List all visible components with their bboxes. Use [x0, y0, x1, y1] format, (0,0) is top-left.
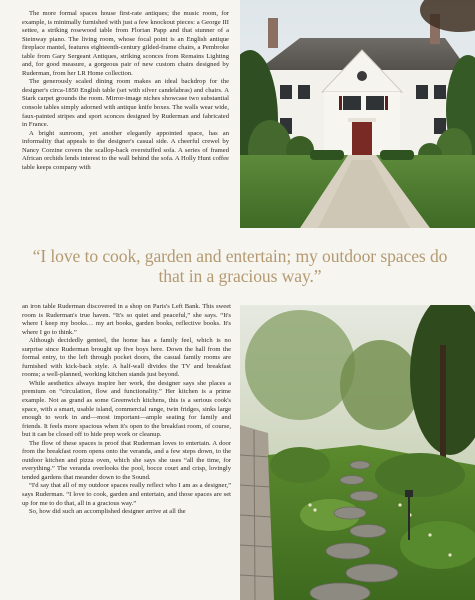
paragraph: The flow of these spaces is proof that Ruderman loves to entertain. A door from the breakfast room opens onto the veranda, and a few steps down, to the outdoor kitchen and pizza oven, which she says she uses “all the time, for everything.” The veranda overlooks the pool, bocce court and crisp, lovingly tended gardens that meander down to the Sound. [22, 439, 231, 481]
paragraph: The generously scaled dining room makes an ideal backdrop for the designer's circa-1850 English table (set with silver candelabras) and chairs. A Stark carpet grounds the room. Mirror-image niches showcase two substantial console tables simply adorned with antique knife boxes. The walls wear wide, faux-painted stripes and sport sconces designed by Ruderman and fabricated in France. [22, 78, 229, 129]
garden-stone-path-photo [240, 305, 475, 600]
article-column-top [22, 10, 229, 239]
paragraph: The more formal spaces house first-rate antiques; the music room, for example, is minimally furnished with just a few knockout pieces: a George III settee, a striking rosewood table from Florian Papp and that stunner of a Steinway piano. The living room, whose focal point is an English antique fireplace mantel, features eighteenth-century gilded-frame chairs, a Pembroke table from Gary Sergeant Antiques, striking sconces from Remains Lighting and, for good measure, a gorgeous pair of new custom chairs designed by Ruderman, from her LR Home collection. [22, 10, 229, 77]
house-exterior-photo [240, 0, 475, 228]
paragraph: So, how did such an accomplished designer arrive at all the [29, 508, 186, 516]
paragraph: A bright sunroom, yet another elegantly appointed space, has an informality that appeals to the designer's casual side. A cheerful crewel by Nancy Corzine covers the scallop-back overstuffed sofa. A series of framed African orchids lends interest to the wall behind the sofa. A Holly Hunt coffee table keeps company with [22, 129, 229, 171]
paragraph: While aesthetics always inspire her work, the designer says she places a premium on “circulation, flow and functionality.” Her kitchen is a prime example. Not as grand as some Greenwich kitchens, this is a serious cook's space, with a smart, usable island, commercial range, twin fridges, sinks large enough to work in and—most important—ample seating for family and friends. It feels more spacious when it's open to the breakfast room, of course, but it can be closed off to hide prep work or cleanup. [22, 379, 231, 439]
paragraph: an iron table Ruderman discovered in a shop on Paris's Left Bank. This sweet room is Ruderman's true haven. “It's so quiet and peaceful,” she says. “It's where I keep my books… my art books, garden books, reflective books. It's where I go to think.” [22, 303, 231, 336]
pull-quote: “I love to cook, garden and entertain; my outdoor spaces do that in a gracious way.” [32, 246, 448, 286]
paragraph: “I'd say that all of my outdoor spaces really reflect who I am as a designer,” says Ruderman. “I love to cook, garden and entertain, and those spaces are set up for me to do that, all in a gracious way.” [22, 482, 231, 507]
article-column-bottom [22, 303, 231, 600]
paragraph: Although decidedly genteel, the home has a family feel, which is no surprise since Ruderman brought up five boys here. Down the hall from the formal entry, to the left through pocket doors, the casual family rooms are furnished with kick-back style. A half-wall divides the TV and breakfast rooms; a well-planned, working kitchen stands just beyond. [22, 337, 231, 379]
